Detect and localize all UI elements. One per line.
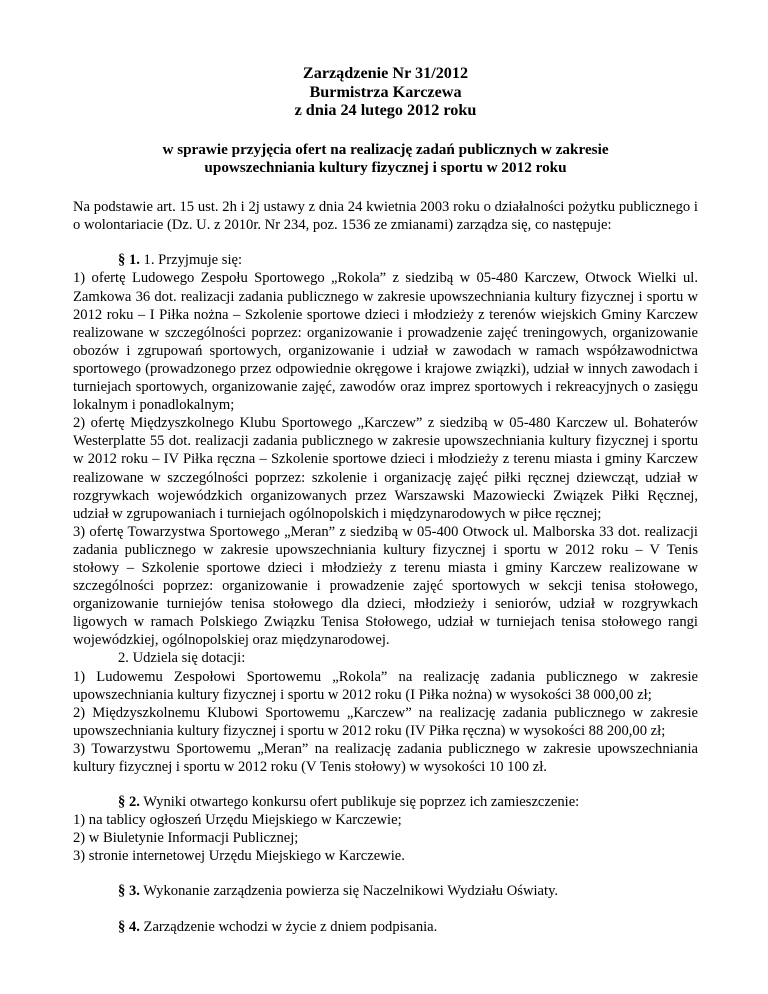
document-subject: w sprawie przyjęcia ofert na realizację zadań publicznych w zakresie upowszechniania kultury fizycznej i sportu w 2012 roku — [162, 140, 609, 176]
offer-item: 1) ofertę Ludowego Zespołu Sportowego „Rokola” z siedzibą w 05-480 Karczew, Otwock Wielki ul. Zamkowa 36 dot. realizacji zadania publicznego w zakresie upowszechniania kultury fizycznej i sportu w 2012 roku – I Piłka nożna – Szkolenie sportowe dzieci i młodzieży z terenów wiejskich Gminy Karczew realizowane w szczególności poprzez: organizowanie i prowadzenie zajęć treningowych, organizowanie obozów i zgrupowań sportowych, organizowanie i udział w zawodach w ramach współzawodnictwa sportowego (prowadzonego przez odpowiednie okręgowe i krajowe związki), udział w innych zawodach i turniejach sportowych, organizowanie zajęć, zawodów oraz imprez sportowych i rekreacyjnych o zasięgu lokalnym i ponadlokalnym; — [73, 270, 698, 414]
section-1-heading — [73, 251, 698, 269]
title-line: z dnia 24 lutego 2012 roku — [294, 101, 477, 120]
section-2 — [73, 793, 698, 865]
section-1-point-1-heading: 1. Przyjmuje się: — [139, 252, 243, 269]
offer-item: 2) ofertę Międzyszkolnego Klubu Sportowego „Karczew” z siedzibą w 05-480 Karczew ul. Bohaterów Westerplatte 55 dot. realizacji zadania publicznego w zakresie upowszechniania kultury fizycznej i sportu w 2012 roku – IV Piłka ręczna – Szkolenie sportowe dzieci i młodzieży z terenu miasta i gminy Karczew realizowane w szczególności poprzez: szkolenie i organizację zajęć piłki ręcznej dziewcząt, udział w rozgrywkach wojewódzkich organizowanych przez Warszawski Mazowiecki Związek Piłki Ręcznej, udział w zgrupowaniach i turniejach ogólnopolskich i międzynarodowych w piłce ręcznej; — [73, 415, 698, 522]
section-4-mark: § 4. — [118, 918, 140, 935]
section-3-paragraph — [73, 882, 698, 900]
grant-item: 1) Ludowemu Zespołowi Sportowemu „Rokola” na realizację zadania publicznego w zakresie upowszechniania kultury fizycznej i sportu w 2012 roku (I Piłka nożna) w wysokości 38 000,00 zł; — [73, 668, 698, 703]
grant-item: 3) Towarzystwu Sportowemu „Meran” na realizację zadania publicznego w zakresie upowszechniania kultury fizycznej i sportu w 2012 roku (V Tenis stołowy) w wysokości 10 100 zł. — [73, 740, 698, 775]
legal-basis-paragraph: Na podstawie art. 15 ust. 2h i 2j ustawy z dnia 24 kwietnia 2003 roku o działalności pożytku publicznego i o wolontariacie (Dz. U. z 2010r. Nr 234, poz. 1536 ze zmianami) zarządza się, co następuje: — [73, 199, 698, 234]
document-title — [73, 64, 698, 120]
section-4 — [73, 918, 698, 936]
section-3-mark: § 3. — [118, 883, 140, 900]
section-1 — [73, 251, 698, 776]
title-line: Burmistrza Karczewa — [309, 82, 462, 101]
section-2-text: Wyniki otwartego konkursu ofert publikuje się poprzez ich zamieszczenie: — [139, 794, 580, 811]
document-page — [73, 64, 698, 936]
offer-item: 3) ofertę Towarzystwa Sportowego „Meran” z siedzibą w 05-400 Otwock ul. Malborska 33 dot. realizacji zadania publicznego w zakresie upowszechniania kultury fizycznej i sportu w 2012 roku – V Tenis stołowy – Szkolenie sportowe dzieci i młodzieży z terenu miasta i gminy Karczew realizowane w szczególności poprzez: organizowanie i prowadzenie zajęć sportowych w sekcji tenisa stołowego, organizowanie turniejów tenisa stołowego dla dzieci, młodzieży i seniorów, udział w rozgrywkach ligowych w ramach Polskiego Związku Tenisa Stołowego, udział w turniejach tenisa stołowego rangi wojewódzkiej, ogólnopolskiej oraz międzynarodowej. — [73, 523, 698, 649]
publication-item: 3) stronie internetowej Urzędu Miejskiego w Karczewie. — [73, 848, 405, 865]
publication-item: 2) w Biuletynie Informacji Publicznej; — [73, 830, 299, 847]
section-1-mark: § 1. — [118, 252, 140, 269]
publication-item: 1) na tablicy ogłoszeń Urzędu Miejskiego w Karczewie; — [73, 812, 402, 829]
section-3 — [73, 882, 698, 900]
section-4-paragraph — [73, 918, 698, 936]
grant-item: 2) Międzyszkolnemu Klubowi Sportowemu „Karczew” na realizację zadania publicznego w zakresie upowszechniania kultury fizycznej i sportu w 2012 roku (IV Piłka ręczna) w wysokości 88 200,00 zł; — [73, 704, 698, 739]
section-2-heading — [73, 793, 698, 811]
title-line: Zarządzenie Nr 31/2012 — [302, 64, 469, 82]
section-2-mark: § 2. — [118, 794, 140, 811]
section-3-text: Wykonanie zarządzenia powierza się Naczelnikowi Wydziału Oświaty. — [139, 883, 559, 900]
section-1-point-2-heading: 2. Udziela się dotacji: — [118, 650, 246, 667]
section-4-text: Zarządzenie wchodzi w życie z dniem podpisania. — [139, 918, 438, 935]
